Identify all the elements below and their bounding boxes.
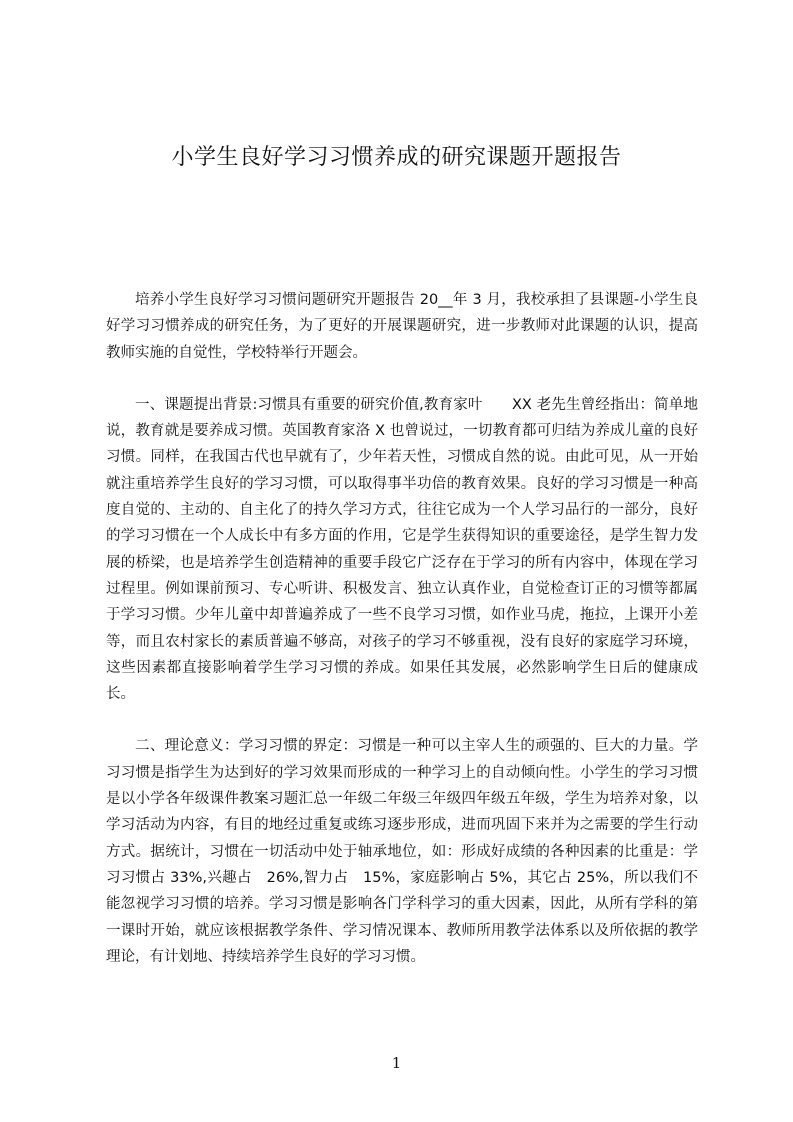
document-body [106, 287, 698, 970]
page-number: 1 [391, 1054, 402, 1072]
paragraph-background: 一、课题提出背景:习惯具有重要的研究价值,教育家叶 XX 老先生曾经指出：简单地说，教育就是要养成习惯。英国教育家洛 X 也曾说过，一切教育都可归结为养成儿童的良好习惯。同样，在我国古代也早就有了，少年若天性，习惯成自然的说。由此可见，从一开始就注重培养学生良好的学习习惯，可以取得事半功倍的教育效果。良好的学习习惯是一种高度自觉的、主动的、自主化了的持久学习方式，往往它成为一个人学习品行的一部分，良好的学习习惯在一个人成长中有多方面的作用，它是学生获得知识的重要途径，是学生智力发展的桥梁，也是培养学生创造精神的重要手段它广泛存在于学习的所有内容中，体现在学习过程里。例如课前预习、专心听讲、积极发言、独立认真作业，自觉检查订正的习惯等都属于学习习惯。少年儿童中却普遍养成了一些不良学习习惯，如作业马虎，拖拉，上课开小差等，而且农村家长的素质普遍不够高，对孩子的学习不够重视，没有良好的家庭学习环境，这些因素都直接影响着学生学习习惯的养成。如果任其发展，必然影响学生日后的健康成长。 [106, 396, 698, 703]
paragraph-theory: 二、理论意义：学习习惯的界定：习惯是一种可以主宰人生的顽强的、巨大的力量。学习习惯是指学生为达到好的学习效果而形成的一种学习上的自动倾向性。小学生的学习习惯是以小学各年级课件教案习题汇总一年级二年级三年级四年级五年级，学生为培养对象，以学习活动为内容，有目的地经过重复或练习逐步形成，进而巩固下来并为之需要的学生行动方式。据统计，习惯在一切活动中处于轴承地位，如：形成好成绩的各种因素的比重是：学习习惯占 33%,兴趣占 26%,智力占 15%，家庭影响占 5%，其它占 25%，所以我们不能忽视学习习惯的培养。学习习惯是影响各门学科学习的重大因素，因此，从所有学科的第一课时开始，就应该根据教学条件、学习情况课本、教师所用教学法体系以及所依据的教学理论，有计划地、持续培养学生良好的学习习惯。 [106, 738, 698, 965]
document-title: 小学生良好学习习惯养成的研究课题开题报告 [171, 145, 622, 170]
paragraph-intro: 培养小学生良好学习习惯问题研究开题报告 20__年 3 月，我校承担了县课题-小学生良好学习习惯养成的研究任务，为了更好的开展课题研究，进一步教师对此课题的认识，提高教师实施的自觉性，学校特举行开题会。 [106, 292, 698, 361]
